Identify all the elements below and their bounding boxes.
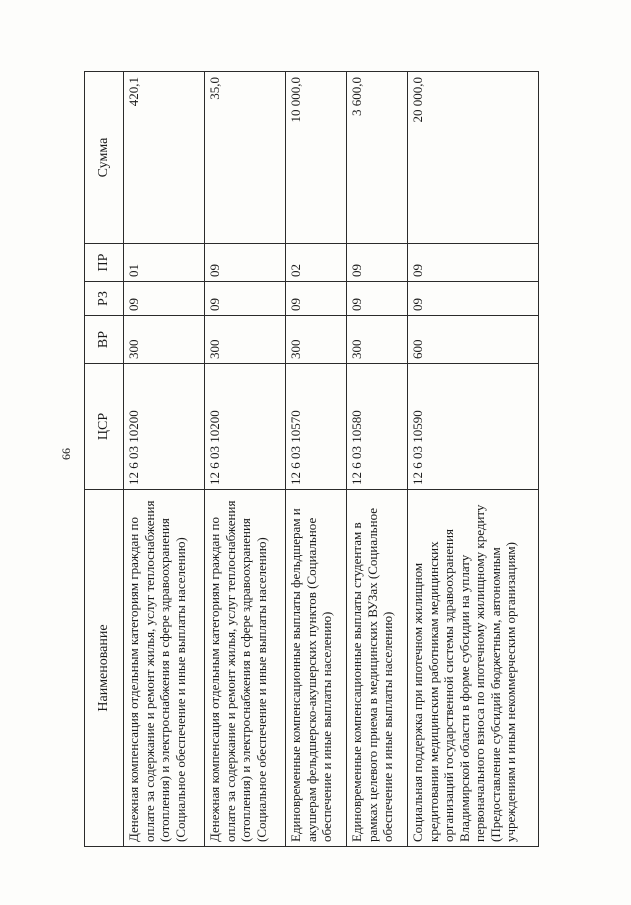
table-row <box>286 72 347 847</box>
page-number: 66 <box>59 448 73 460</box>
row-vr: 300 <box>205 316 286 364</box>
row-rz: 09 <box>286 282 347 316</box>
row-name: Единовременные компенсационные выплаты фельдшерам и акушерам фельдшерско-акушерских пунктов (Социальное обеспечение и иные выплаты населению) <box>286 490 347 847</box>
row-rz: 09 <box>205 282 286 316</box>
row-vr: 300 <box>347 316 408 364</box>
row-name: Денежная компенсация отдельным категориям граждан по оплате за содержание и ремонт жилья, услуг теплоснабжения (отопления) и электроснабжения в сфере здравоохранения (Социальное обеспечение и иные выплаты населению) <box>205 490 286 847</box>
row-pr: 09 <box>408 244 539 282</box>
table-row <box>347 72 408 847</box>
row-pr: 02 <box>286 244 347 282</box>
header-name: Наименование <box>85 490 124 847</box>
header-rz: РЗ <box>85 282 124 316</box>
row-sum: 20 000,0 <box>408 72 539 244</box>
row-pr: 09 <box>347 244 408 282</box>
row-vr: 600 <box>408 316 539 364</box>
row-name: Денежная компенсация отдельным категориям граждан по оплате за содержание и ремонт жилья, услуг теплоснабжения (отопления) и электроснабжения в сфере здравоохранения (Социальное обеспечение и иные выплаты населению) <box>124 490 205 847</box>
row-rz: 09 <box>124 282 205 316</box>
table-header-row <box>85 72 124 847</box>
row-sum: 35,0 <box>205 72 286 244</box>
row-csr: 12 6 03 10200 <box>205 364 286 490</box>
row-pr: 09 <box>205 244 286 282</box>
header-sum: Сумма <box>85 72 124 244</box>
row-csr: 12 6 03 10580 <box>347 364 408 490</box>
budget-table <box>84 71 539 847</box>
row-sum: 10 000,0 <box>286 72 347 244</box>
row-sum: 420,1 <box>124 72 205 244</box>
table-row <box>124 72 205 847</box>
row-pr: 01 <box>124 244 205 282</box>
header-csr: ЦСР <box>85 364 124 490</box>
table-row <box>408 72 539 847</box>
row-rz: 09 <box>408 282 539 316</box>
row-vr: 300 <box>286 316 347 364</box>
row-name: Социальная поддержка при ипотечном жилищном кредитовании медицинским работникам медицинских организаций государственной системы здравоохранения Владимирской области в форме субсидии на уплату первоначального взноса по ипотечному жилищному кредиту (Предоставление субсидий бюджетным, автономным учреждениям и иным некоммерческим организациям) <box>408 490 539 847</box>
row-csr: 12 6 03 10200 <box>124 364 205 490</box>
row-rz: 09 <box>347 282 408 316</box>
row-name: Единовременные компенсационные выплаты студентам в рамках целевого приема в медицинских ВУЗах (Социальное обеспечение и иные выплаты населению) <box>347 490 408 847</box>
row-csr: 12 6 03 10570 <box>286 364 347 490</box>
row-csr: 12 6 03 10590 <box>408 364 539 490</box>
header-vr: ВР <box>85 316 124 364</box>
row-sum: 3 600,0 <box>347 72 408 244</box>
row-vr: 300 <box>124 316 205 364</box>
table-row <box>205 72 286 847</box>
header-pr: ПР <box>85 244 124 282</box>
rotated-page-content <box>84 72 539 847</box>
